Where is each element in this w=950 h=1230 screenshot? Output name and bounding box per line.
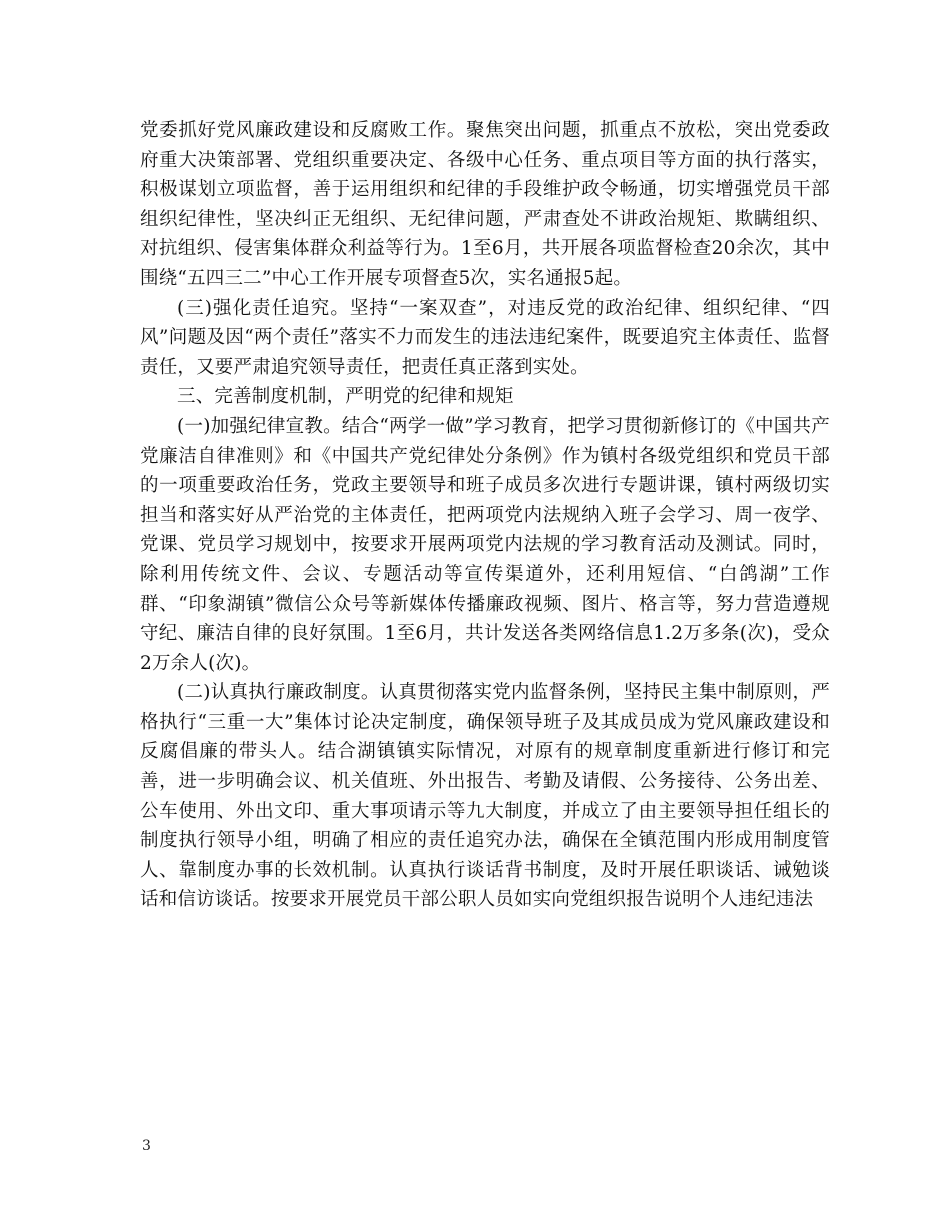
paragraph-discipline-education: (一)加强纪律宣教。结合“两学一做”学习教育，把学习贯彻新修订的《中国共产党廉洁自律准则》和《中国共产党纪律处分条例》作为镇村各级党组织和党员干部的一项重要政治任务，党政主要领导和班子成员多次进行专题讲课，镇村两级切实担当和落实好从严治党的主体责任，把两项党内法规纳入班子会学习、周一夜学、党课、党员学习规划中，按要求开展两项党内法规的学习教育活动及测试。同时，除利用传统文件、会议、专题活动等宣传渠道外，还利用短信、“白鸽湖”工作群、“印象湖镇”微信公众号等新媒体传播廉政视频、图片、格言等，努力营造遵规守纪、廉洁自律的良好氛围。1至6月，共计发送各类网络信息1.2万多条(次)，受众2万余人(次)。 [140,415,830,674]
paragraph-accountability: (三)强化责任追究。坚持“一案双查”，对违反党的政治纪律、组织纪律、“四风”问题及因“两个责任”落实不力而发生的违法违纪案件，既要追究主体责任、监督责任，又要严肃追究领导责任，把责任真正落到实处。 [140,297,830,378]
paragraph-supervision: 党委抓好党风廉政建设和反腐败工作。聚焦突出问题，抓重点不放松，突出党委政府重大决策部署、党组织重要决定、各级中心任务、重点项目等方面的执行落实，积极谋划立项监督，善于运用组织和纪律的手段维护政令畅通，切实增强党员干部组织纪律性，坚决纠正无组织、无纪律问题，严肃查处不讲政治规矩、欺瞒组织、对抗组织、侵害集体群众利益等行为。1至6月，共开展各项监督检查20余次，其中围绕“五四三二”中心工作开展专项督查5次，实名通报5起。 [140,120,830,289]
page-number: 3 [142,1138,151,1154]
paragraph-integrity-system: (二)认真执行廉政制度。认真贯彻落实党内监督条例，坚持民主集中制原则，严格执行“三重一大”集体讨论决定制度，确保领导班子及其成员成为党风廉政建设和反腐倡廉的带头人。结合湖镇镇实际情况，对原有的规章制度重新进行修订和完善，进一步明确会议、机关值班、外出报告、考勤及请假、公务接待、公务出差、公车使用、外出文印、重大事项请示等九大制度，并成立了由主要领导担任组长的制度执行领导小组，明确了相应的责任追究办法，确保在全镇范围内形成用制度管人、靠制度办事的长效机制。认真执行谈话背书制度，及时开展任职谈话、诫勉谈话和信访谈话。按要求开展党员干部公职人员如实向党组织报告说明个人违纪违法 [140,682,830,911]
section-heading-discipline: 三、完善制度机制，严明党的纪律和规矩 [177,386,514,408]
document-body [140,116,830,915]
